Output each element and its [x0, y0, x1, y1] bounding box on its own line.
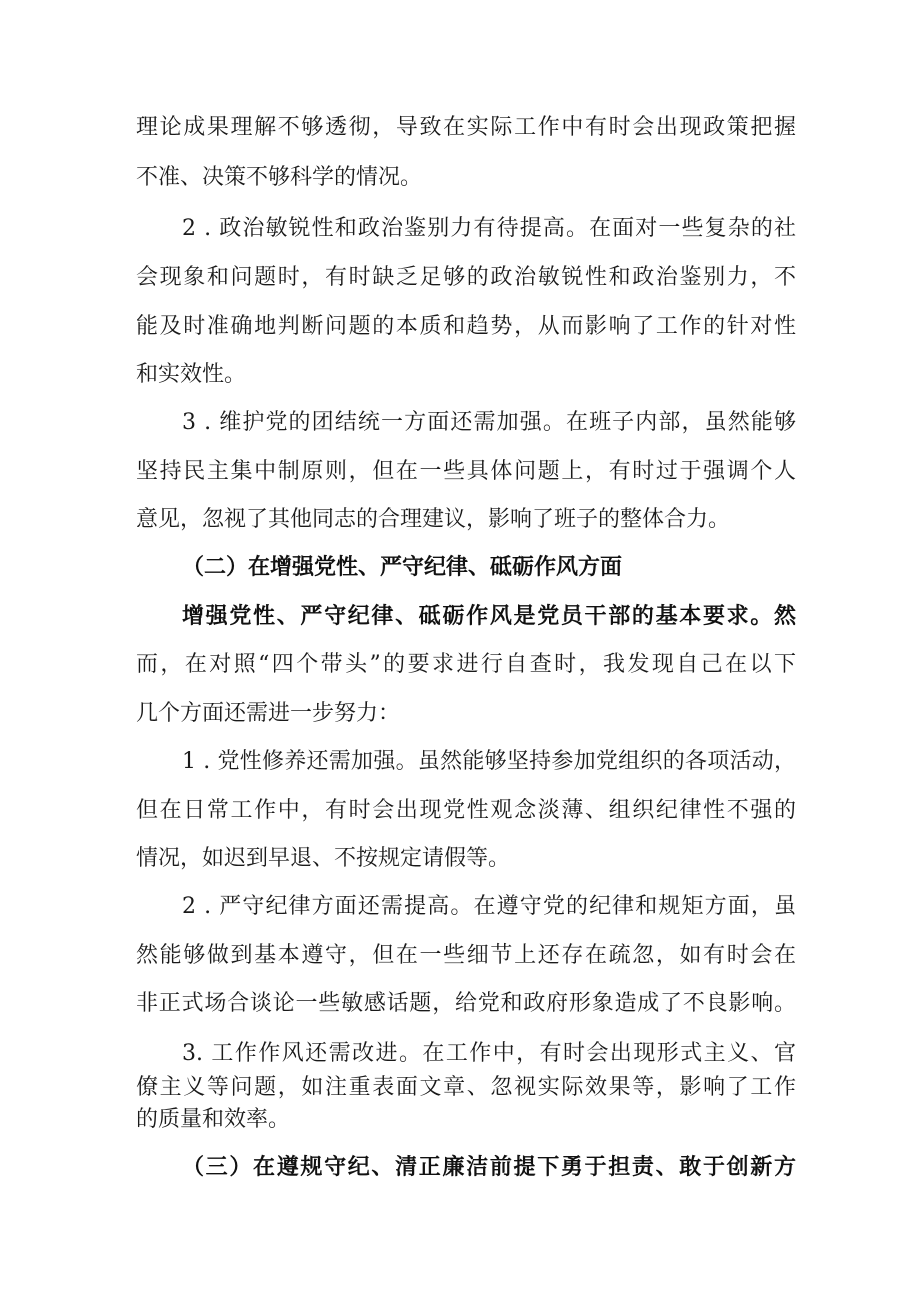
text-line: 意见，忽视了其他同志的合理建议，影响了班子的整体合力。	[136, 507, 731, 532]
text-line: 僚主义等问题，如注重表面文章、忽视实际效果等，影响了工作	[136, 1075, 796, 1100]
section-heading: （二）在增强党性、严守纪律、砥砺作风方面	[182, 555, 623, 580]
text-line: 情况，如迟到早退、不按规定请假等。	[136, 846, 511, 871]
text-line: 的质量和效率。	[136, 1107, 291, 1132]
text-line: 和实效性。	[136, 362, 247, 387]
text-line: 理论成果理解不够透彻，导致在实际工作中有时会出现政策把握	[136, 115, 796, 140]
list-item-line: 3. 工作作风还需改进。在工作中，有时会出现形式主义、官	[182, 1041, 796, 1066]
text-line: 能及时准确地判断问题的本质和趋势，从而影响了工作的针对性	[136, 314, 796, 339]
list-item-line: 3 . 维护党的团结统一方面还需加强。在班子内部，虽然能够	[182, 410, 796, 435]
list-item-line: 2 . 政治敏锐性和政治鉴别力有待提高。在面对一些复杂的社	[182, 216, 796, 241]
text-line: 会现象和问题时，有时缺乏足够的政治敏锐性和政治鉴别力，不	[136, 265, 796, 290]
section-heading: （三）在遵规守纪、清正廉洁前提下勇于担责、敢于创新方	[182, 1155, 796, 1180]
list-item-line: 2 . 严守纪律方面还需提高。在遵守党的纪律和规矩方面，虽	[182, 894, 796, 919]
text-line: 然能够做到基本遵守，但在一些细节上还存在疏忽，如有时会在	[136, 943, 796, 968]
text-line: 不准、决策不够科学的情况。	[136, 165, 423, 190]
text-line: 非正式场合谈论一些敏感话题，给党和政府形象造成了不良影响。	[136, 991, 796, 1016]
list-item-line: 1 . 党性修养还需加强。虽然能够坚持参加党组织的各项活动，	[182, 749, 796, 774]
text-line: 坚持民主集中制原则，但在一些具体问题上，有时过于强调个人	[136, 459, 796, 484]
text-line: 但在日常工作中，有时会出现党性观念淡薄、组织纪律性不强的	[136, 798, 796, 823]
text-line: 几个方面还需进一步努力：	[136, 701, 401, 726]
paragraph-lead-line: 增强党性、严守纪律、砥砺作风是党员干部的基本要求。然	[182, 604, 796, 629]
text-line: 而，在对照“四个带头”的要求进行自查时，我发现自己在以下	[136, 652, 796, 677]
